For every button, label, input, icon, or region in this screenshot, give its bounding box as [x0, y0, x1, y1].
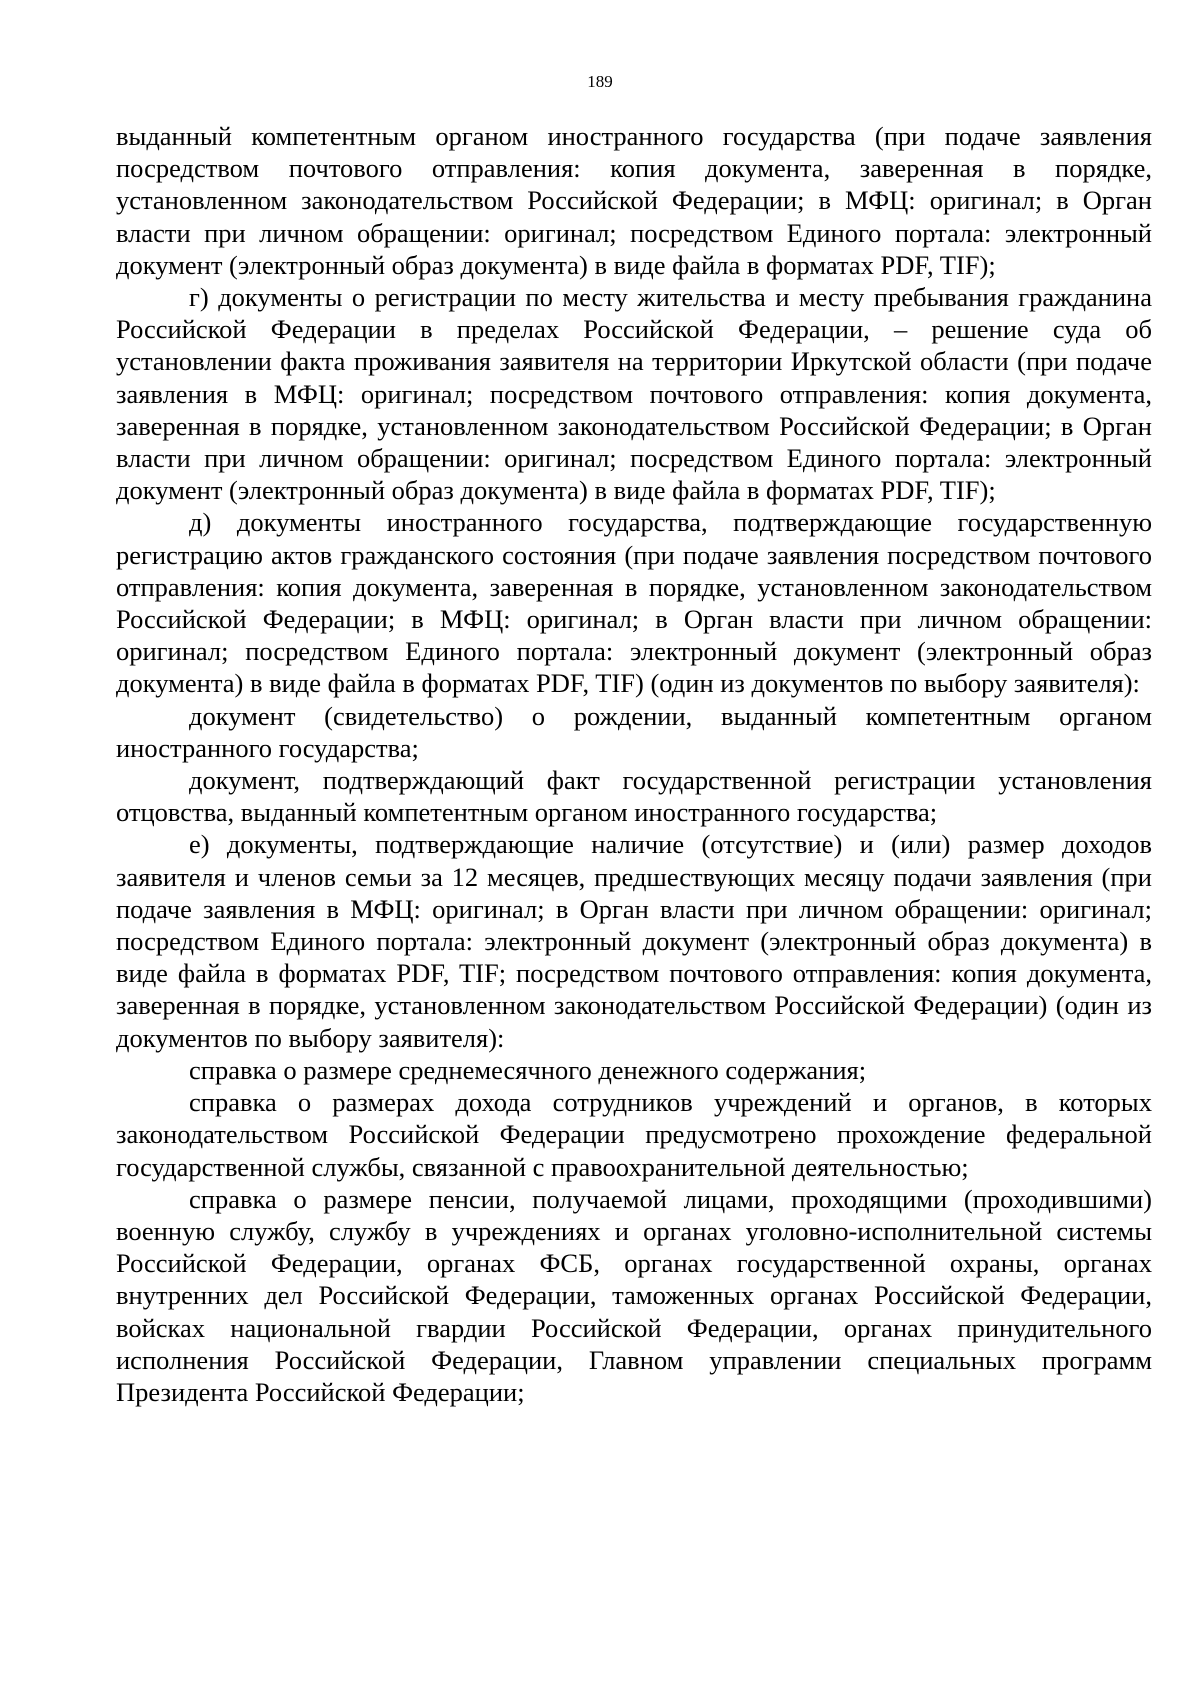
paragraph-6: е) документы, подтверждающие наличие (отсутствие) и (или) размер доходов заявителя и членов семьи за 12 месяцев, предшествующих месяцу подачи заявления (при подаче заявления в МФЦ: оригинал; в Орган власти при личном обращении: оригинал; посредством Единого портала: электронный документ (электронный образ документа) в виде файла в форматах PDF, TIF; посредством почтового отправления: копия документа, заверенная в порядке, установленном законодательством Российской Федерации) (один из документов по выбору заявителя): [116, 829, 1152, 1053]
paragraph-2: г) документы о регистрации по месту жительства и месту пребывания гражданина Российской Федерации в пределах Российской Федерации, – решение суда об установлении факта проживания заявителя на территории Иркутской области (при подаче заявления в МФЦ: оригинал; посредством почтового отправления: копия документа, заверенная в порядке, установленном законодательством Российской Федерации; в Орган власти при личном обращении: оригинал; посредством Единого портала: электронный документ (электронный образ документа) в виде файла в форматах PDF, TIF); [116, 282, 1152, 506]
paragraph-8: справка о размерах дохода сотрудников учреждений и органов, в которых законодательством Российской Федерации предусмотрено прохождение федеральной государственной службы, связанной с правоохранительной деятельностью; [116, 1087, 1152, 1182]
paragraph-1: выданный компетентным органом иностранного государства (при подаче заявления посредством почтового отправления: копия документа, заверенная в порядке, установленном законодательством Российской Федерации; в МФЦ: оригинал; в Орган власти при личном обращении: оригинал; посредством Единого портала: электронный документ (электронный образ документа) в виде файла в форматах PDF, TIF); [116, 121, 1152, 280]
paragraph-3: д) документы иностранного государства, подтверждающие государственную регистрацию актов гражданского состояния (при подаче заявления посредством почтового отправления: копия документа, заверенная в порядке, установленном законодательством Российской Федерации; в МФЦ: оригинал; в Орган власти при личном обращении: оригинал; посредством Единого портала: электронный документ (электронный образ документа) в виде файла в форматах PDF, TIF) (один из документов по выбору заявителя): [116, 507, 1152, 699]
paragraph-5: документ, подтверждающий факт государственной регистрации установления отцовства, выданный компетентным органом иностранного государства; [116, 765, 1152, 828]
document-body [116, 120, 1152, 1408]
paragraph-7: справка о размере среднемесячного денежного содержания; [189, 1054, 867, 1085]
paragraph-9: справка о размере пенсии, получаемой лицами, проходящими (проходившими) военную службу, службу в учреждениях и органах уголовно-исполнительной системы Российской Федерации, органах ФСБ, органах государственной охраны, органах внутренних дел Российской Федерации, таможенных органах Российской Федерации, войсках национальной гвардии Российской Федерации, органах принудительного исполнения Российской Федерации, Главном управлении специальных программ Президента Российской Федерации; [116, 1183, 1152, 1407]
page-number: 189 [587, 72, 613, 91]
paragraph-4: документ (свидетельство) о рождении, выданный компетентным органом иностранного государства; [116, 700, 1152, 763]
